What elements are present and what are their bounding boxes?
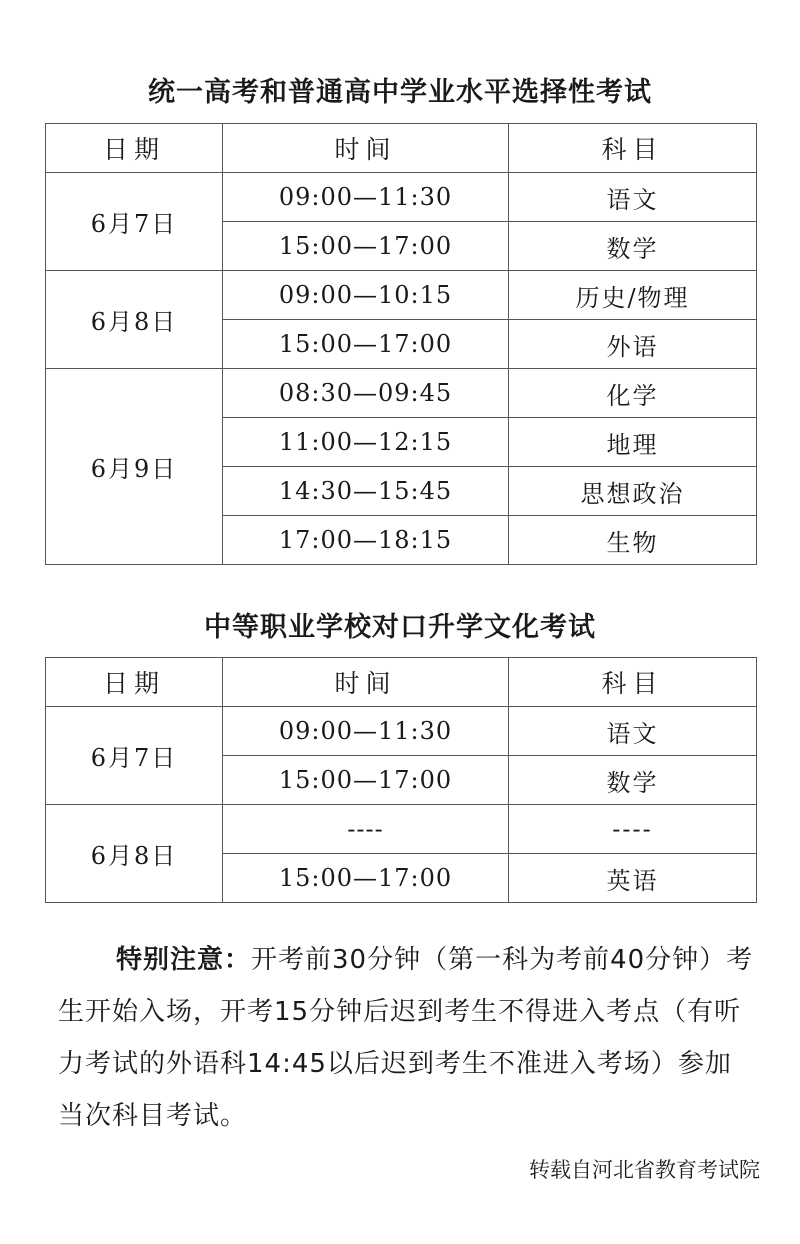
table-header-row — [46, 124, 757, 173]
table-header-row — [46, 658, 757, 707]
date-cell: 6月7日 — [46, 707, 223, 805]
subject-cell: 化学 — [509, 369, 757, 418]
subject-cell: 外语 — [509, 320, 757, 369]
time-cell: 09:00—10:15 — [223, 271, 509, 320]
time-cell: 08:30—09:45 — [223, 369, 509, 418]
header-time: 时间 — [223, 124, 509, 173]
exam-schedule-table-1 — [45, 123, 757, 565]
notice-lead: 特别注意： — [116, 945, 252, 975]
time-cell: 15:00—17:00 — [223, 222, 509, 271]
table-row — [46, 173, 757, 222]
table-row — [46, 707, 757, 756]
table2-title: 中等职业学校对口升学文化考试 — [204, 612, 596, 643]
source-credit: 转载自河北省教育考试院 — [529, 1158, 760, 1182]
table-row — [46, 805, 757, 854]
subject-cell: 语文 — [509, 707, 757, 756]
header-subject: 科目 — [509, 124, 757, 173]
time-cell: 15:00—17:00 — [223, 854, 509, 903]
subject-cell: 数学 — [509, 756, 757, 805]
subject-cell: 数学 — [509, 222, 757, 271]
time-cell: 14:30—15:45 — [223, 467, 509, 516]
table-row — [46, 369, 757, 418]
time-cell: ---- — [223, 805, 509, 854]
notice-text: 开考前30分钟（第一科为考前40分钟）考生开始入场，开考15分钟后迟到考生不得进入考点（有听力考试的外语科14:45以后迟到考生不准进入考场）参加当次科目考试。 — [58, 945, 754, 1131]
special-notice — [58, 934, 758, 1142]
date-cell: 6月9日 — [46, 369, 223, 565]
exam-schedule-table-2 — [45, 657, 757, 903]
date-cell: 6月7日 — [46, 173, 223, 271]
subject-cell: 历史/物理 — [509, 271, 757, 320]
table-row — [46, 271, 757, 320]
header-date: 日期 — [46, 124, 223, 173]
header-date: 日期 — [46, 658, 223, 707]
subject-cell: ---- — [509, 805, 757, 854]
time-cell: 11:00—12:15 — [223, 418, 509, 467]
subject-cell: 思想政治 — [509, 467, 757, 516]
time-cell: 09:00—11:30 — [223, 707, 509, 756]
subject-cell: 地理 — [509, 418, 757, 467]
subject-cell: 英语 — [509, 854, 757, 903]
time-cell: 09:00—11:30 — [223, 173, 509, 222]
table1-title: 统一高考和普通高中学业水平选择性考试 — [148, 77, 652, 108]
subject-cell: 生物 — [509, 516, 757, 565]
date-cell: 6月8日 — [46, 271, 223, 369]
subject-cell: 语文 — [509, 173, 757, 222]
date-cell: 6月8日 — [46, 805, 223, 903]
time-cell: 15:00—17:00 — [223, 756, 509, 805]
time-cell: 17:00—18:15 — [223, 516, 509, 565]
header-time: 时间 — [223, 658, 509, 707]
header-subject: 科目 — [509, 658, 757, 707]
time-cell: 15:00—17:00 — [223, 320, 509, 369]
